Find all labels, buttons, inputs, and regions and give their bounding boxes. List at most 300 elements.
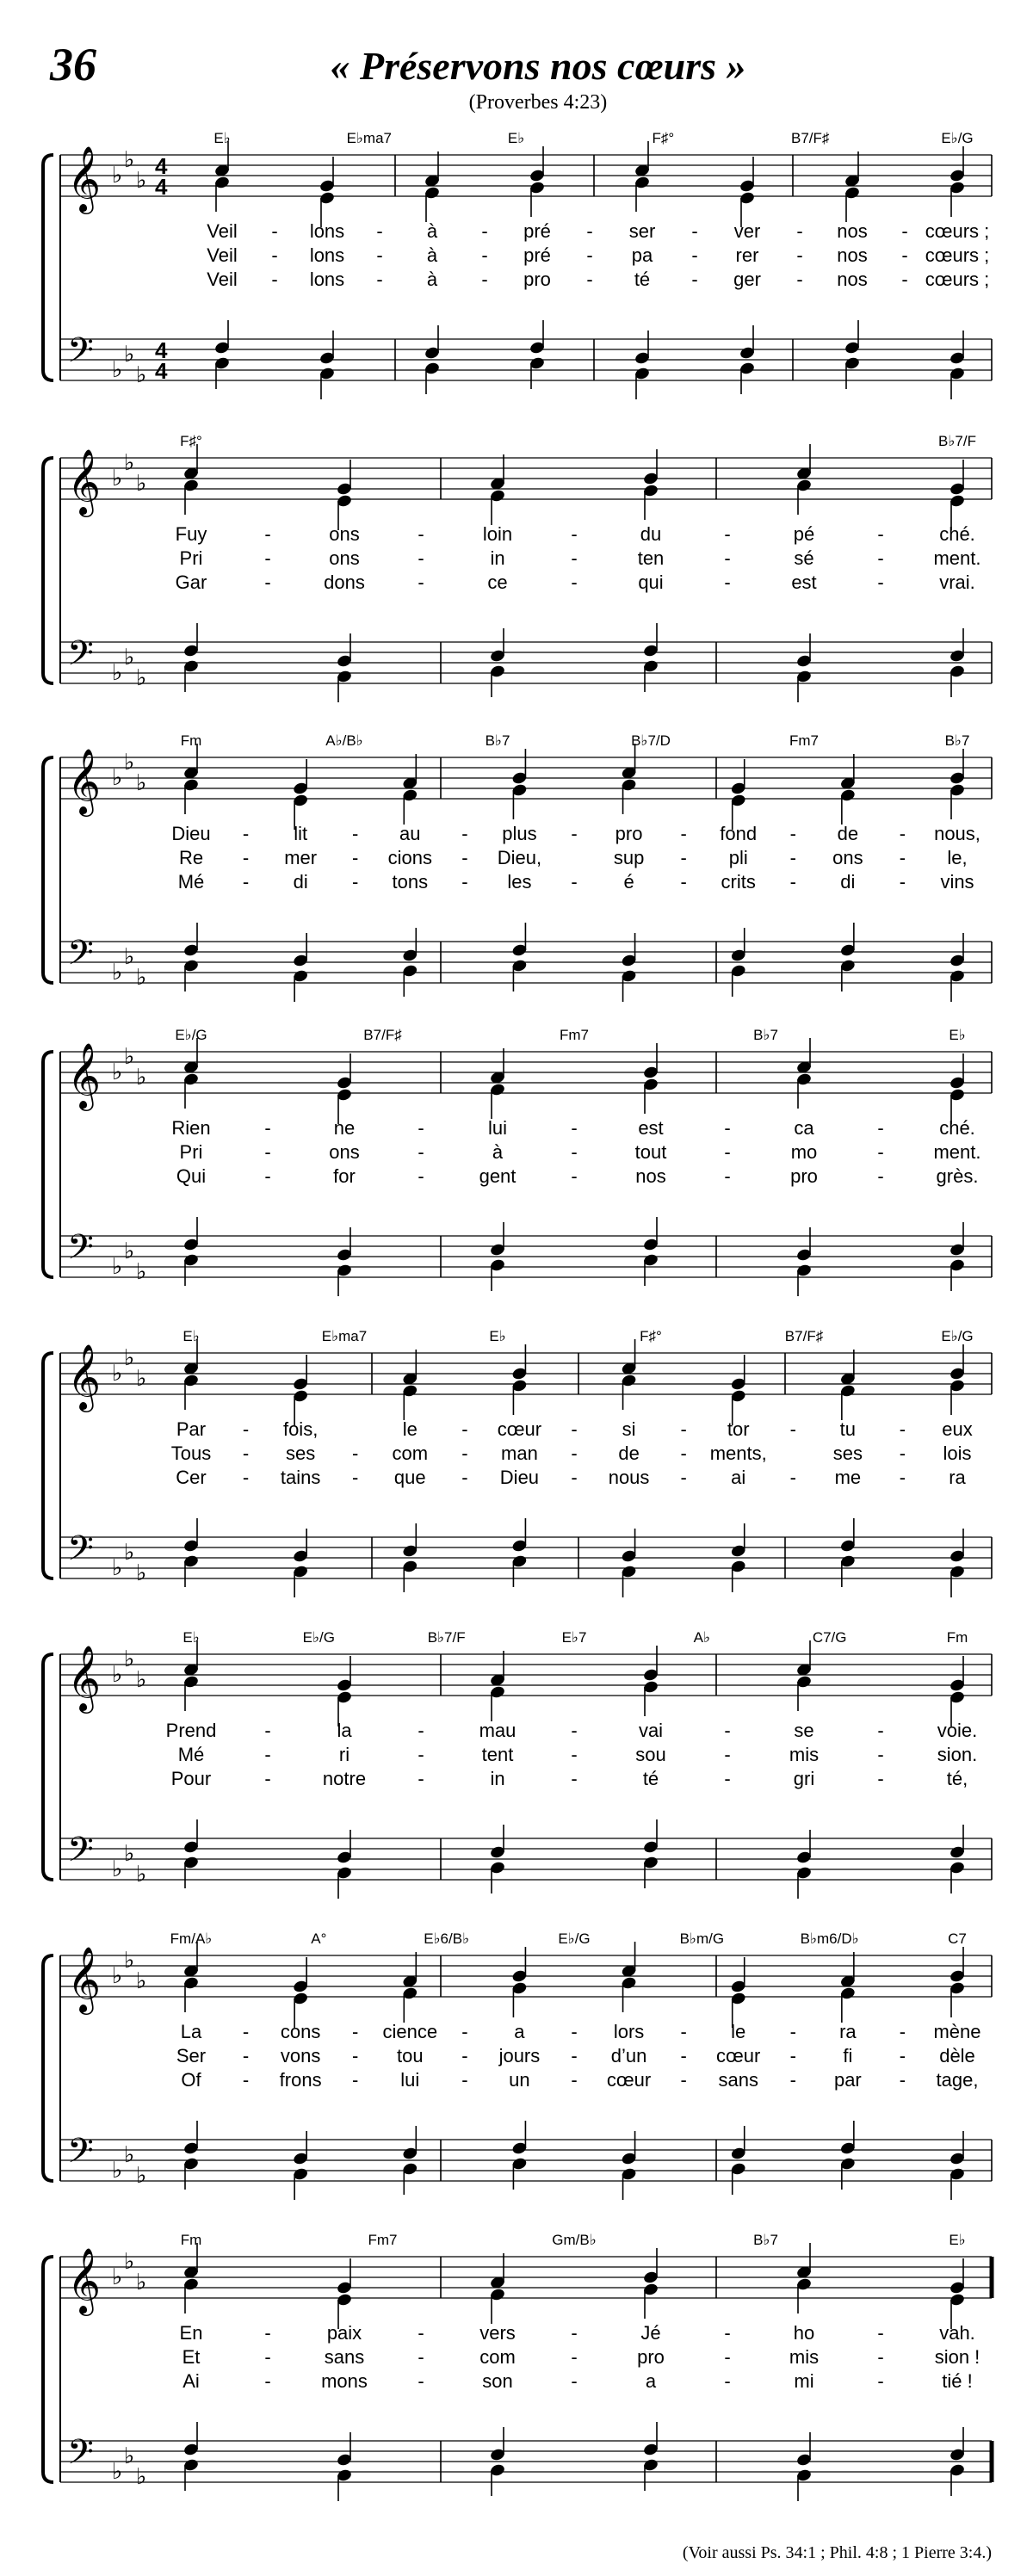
lyric-syllable: té,: [946, 1768, 968, 1789]
lyric-syllable: tou: [396, 2045, 424, 2066]
chord-symbol: A°: [311, 1930, 327, 1947]
lyric-hyphen: -: [571, 1442, 578, 1464]
lyric-hyphen: -: [789, 2069, 796, 2091]
lyric-syllable: ments,: [709, 1442, 767, 1464]
lyric-syllable: Dieu,: [497, 847, 542, 868]
lyric-hyphen: -: [789, 1467, 796, 1488]
lyric-syllable: à: [492, 1141, 504, 1163]
lyric-syllable: jours: [498, 2045, 541, 2066]
chord-symbol: E♭/G: [941, 1328, 974, 1344]
lyric-syllable: lit: [294, 823, 308, 844]
time-signature-treble: 4: [155, 153, 168, 179]
key-flat-icon: ♭: [112, 1962, 123, 1988]
chord-symbol: Fm/A♭: [170, 1930, 213, 1947]
lyric-syllable: tor: [727, 1418, 750, 1440]
lyric-hyphen: -: [724, 547, 731, 569]
lyric-syllable: ten: [637, 547, 665, 569]
lyric-syllable: ser: [628, 220, 656, 242]
time-signature-bass: 4: [155, 358, 168, 384]
lyric-syllable: Ser: [176, 2045, 207, 2066]
lyric-syllable: di: [293, 871, 308, 893]
lyric-hyphen: -: [461, 2069, 468, 2091]
lyric-hyphen: -: [481, 220, 488, 242]
lyric-syllable: rer: [735, 244, 759, 266]
lyric-syllable: tié !: [942, 2370, 973, 2392]
treble-clef-icon: 𝄞: [67, 146, 102, 210]
lyric-syllable: Jé: [640, 2322, 661, 2344]
lyric-syllable: au: [399, 823, 421, 844]
lyric-syllable: sou: [635, 1744, 666, 1765]
lyric-syllable: lons: [309, 244, 345, 266]
lyric-hyphen: -: [264, 1141, 271, 1163]
lyric-hyphen: -: [724, 1720, 731, 1741]
lyric-syllable: vons: [280, 2045, 321, 2066]
chord-symbol: B♭7: [753, 1027, 778, 1043]
key-flat-icon: ♭: [124, 1646, 135, 1671]
key-flat-icon: ♭: [136, 1365, 147, 1391]
lyric-syllable: in: [490, 547, 505, 569]
chord-symbol: E♭ma7: [346, 130, 393, 146]
lyric-syllable: Et: [182, 2346, 201, 2368]
lyric-hyphen: -: [271, 220, 278, 242]
lyric-syllable: sion.: [937, 1744, 978, 1765]
system-bracket: [43, 155, 53, 380]
lyric-hyphen: -: [264, 523, 271, 545]
lyric-hyphen: -: [586, 220, 593, 242]
lyric-syllable: dons: [324, 571, 365, 593]
lyric-hyphen: -: [571, 823, 578, 844]
lyric-hyphen: -: [571, 2021, 578, 2042]
key-flat-icon: ♭: [124, 2141, 135, 2167]
lyric-syllable: lui: [487, 1117, 508, 1139]
chord-symbol: E♭: [182, 1629, 200, 1646]
lyric-hyphen: -: [691, 269, 698, 290]
key-flat-icon: ♭: [136, 2269, 147, 2295]
lyric-hyphen: -: [680, 1442, 687, 1464]
lyric-syllable: tons: [392, 871, 429, 893]
lyric-hyphen: -: [789, 1418, 796, 1440]
lyric-hyphen: -: [691, 244, 698, 266]
lyric-syllable: En: [179, 2322, 203, 2344]
lyric-syllable: té: [634, 269, 651, 290]
lyric-hyphen: -: [461, 1418, 468, 1440]
lyric-syllable: ca: [794, 1117, 814, 1139]
lyric-syllable: ché.: [939, 523, 975, 545]
key-flat-icon: ♭: [136, 361, 147, 387]
system-bracket: [43, 1052, 53, 1277]
lyric-syllable: mis: [789, 2346, 820, 2368]
bass-clef-icon: 𝄢: [67, 935, 94, 980]
key-flat-icon: ♭: [136, 1968, 147, 1993]
chord-symbol: B♭7: [944, 732, 970, 749]
lyric-hyphen: -: [899, 1442, 906, 1464]
lyric-hyphen: -: [418, 1720, 424, 1741]
key-flat-icon: ♭: [136, 470, 147, 496]
lyric-hyphen: -: [796, 220, 803, 242]
lyric-syllable: nos: [837, 220, 868, 242]
key-flat-icon: ♭: [124, 1840, 135, 1866]
lyric-syllable: à: [426, 220, 438, 242]
lyric-syllable: se: [794, 1720, 814, 1741]
lyric-syllable: sans: [324, 2346, 365, 2368]
lyric-syllable: ra: [949, 1467, 966, 1488]
lyric-hyphen: -: [571, 871, 578, 893]
lyric-hyphen: -: [242, 847, 250, 868]
lyric-syllable: que: [393, 1467, 426, 1488]
lyric-syllable: de: [837, 823, 859, 844]
treble-clef-icon: 𝄞: [67, 2248, 102, 2312]
lyric-hyphen: -: [418, 523, 424, 545]
lyric-hyphen: -: [680, 823, 687, 844]
music-system: [0, 730, 1033, 1022]
lyric-hyphen: -: [691, 220, 698, 242]
lyric-syllable: paix: [326, 2322, 362, 2344]
lyric-syllable: qui: [638, 571, 664, 593]
lyric-hyphen: -: [352, 871, 359, 893]
key-flat-icon: ♭: [136, 769, 147, 795]
lyric-hyphen: -: [418, 1141, 424, 1163]
lyric-syllable: eux: [942, 1418, 973, 1440]
lyric-hyphen: -: [242, 1418, 250, 1440]
lyric-hyphen: -: [264, 571, 271, 593]
lyric-syllable: me: [834, 1467, 862, 1488]
chord-symbol: E♭: [949, 1027, 966, 1043]
lyric-syllable: ri: [338, 1744, 350, 1765]
lyric-syllable: nos: [635, 1165, 666, 1187]
lyric-syllable: cœurs ;: [925, 269, 990, 290]
lyric-syllable: pro: [615, 823, 643, 844]
lyric-syllable: lois: [943, 1442, 972, 1464]
lyric-hyphen: -: [680, 2069, 687, 2091]
lyric-syllable: ra: [839, 2021, 857, 2042]
lyric-hyphen: -: [571, 571, 578, 593]
lyric-hyphen: -: [877, 571, 884, 593]
lyric-hyphen: -: [352, 847, 359, 868]
lyric-syllable: le: [402, 1418, 418, 1440]
lyric-syllable: tage,: [936, 2069, 979, 2091]
lyric-syllable: ses: [832, 1442, 863, 1464]
lyric-syllable: ons: [329, 1141, 360, 1163]
lyric-hyphen: -: [899, 847, 906, 868]
lyric-syllable: mène: [933, 2021, 981, 2042]
chord-symbol: B♭m6/D♭: [800, 1930, 859, 1947]
lyric-syllable: man: [501, 1442, 538, 1464]
lyric-syllable: fond: [720, 823, 758, 844]
lyric-syllable: Prend: [165, 1720, 217, 1741]
lyric-syllable: sans: [718, 2069, 758, 2091]
chord-symbol: A♭/B♭: [325, 732, 363, 749]
hymn-number: 36: [50, 39, 96, 90]
lyric-hyphen: -: [461, 1467, 468, 1488]
chord-symbol: A♭: [693, 1629, 711, 1646]
lyric-syllable: grès.: [936, 1165, 979, 1187]
lyric-hyphen: -: [461, 2045, 468, 2066]
key-flat-icon: ♭: [136, 1258, 147, 1284]
lyric-syllable: cons: [280, 2021, 321, 2042]
lyric-syllable: loin: [482, 523, 513, 545]
key-flat-icon: ♭: [112, 2157, 123, 2183]
lyric-syllable: plus: [502, 823, 537, 844]
lyric-hyphen: -: [418, 2370, 424, 2392]
lyric-hyphen: -: [877, 1141, 884, 1163]
lyric-hyphen: -: [571, 1467, 578, 1488]
lyric-hyphen: -: [571, 1141, 578, 1163]
bass-clef-icon: 𝄢: [67, 1229, 94, 1275]
key-flat-icon: ♭: [112, 1554, 123, 1580]
lyric-syllable: in: [490, 1768, 505, 1789]
lyric-hyphen: -: [376, 244, 383, 266]
lyric-hyphen: -: [680, 871, 687, 893]
lyric-syllable: mis: [789, 1744, 820, 1765]
lyric-hyphen: -: [899, 1467, 906, 1488]
lyric-syllable: lons: [309, 269, 345, 290]
lyric-hyphen: -: [586, 244, 593, 266]
music-system: [0, 430, 1033, 723]
lyric-syllable: Of: [181, 2069, 201, 2091]
lyric-hyphen: -: [724, 1744, 731, 1765]
lyric-hyphen: -: [724, 1768, 731, 1789]
lyric-hyphen: -: [789, 847, 796, 868]
lyric-syllable: fi: [843, 2045, 853, 2066]
lyric-syllable: mons: [321, 2370, 368, 2392]
lyric-hyphen: -: [901, 244, 908, 266]
chord-symbol: Fm7: [560, 1027, 589, 1043]
lyric-syllable: est: [791, 571, 817, 593]
lyric-syllable: cience: [382, 2021, 438, 2042]
chord-symbol: E♭/G: [941, 130, 974, 146]
lyric-syllable: sé: [794, 547, 814, 569]
lyric-hyphen: -: [264, 2346, 271, 2368]
lyric-hyphen: -: [571, 2045, 578, 2066]
lyric-hyphen: -: [418, 1768, 424, 1789]
lyric-syllable: pli: [728, 847, 748, 868]
lyric-syllable: nos: [837, 269, 868, 290]
lyric-hyphen: -: [680, 1467, 687, 1488]
lyric-hyphen: -: [899, 2069, 906, 2091]
bass-clef-icon: 𝄢: [67, 2434, 94, 2480]
key-flat-icon: ♭: [112, 465, 123, 491]
lyric-syllable: vai: [638, 1720, 664, 1741]
lyric-syllable: ché.: [939, 1117, 975, 1139]
scripture-reference: (Proverbes 4:23): [468, 91, 608, 114]
lyric-syllable: Re: [178, 847, 204, 868]
lyric-hyphen: -: [680, 2045, 687, 2066]
lyric-syllable: à: [426, 244, 438, 266]
lyric-hyphen: -: [724, 2370, 731, 2392]
lyric-syllable: Dieu: [171, 823, 211, 844]
music-system: [0, 127, 1033, 420]
lyric-hyphen: -: [571, 1744, 578, 1765]
treble-clef-icon: 𝄞: [67, 1947, 102, 2011]
chord-symbol: E♭/G: [175, 1027, 207, 1043]
chord-symbol: E♭6/B♭: [424, 1930, 470, 1947]
chord-symbol: E♭: [949, 2232, 966, 2248]
lyric-syllable: le: [731, 2021, 746, 2042]
lyric-hyphen: -: [877, 2346, 884, 2368]
lyric-hyphen: -: [571, 2346, 578, 2368]
lyric-hyphen: -: [571, 547, 578, 569]
lyric-syllable: par: [833, 2069, 862, 2091]
system-bracket: [43, 2257, 53, 2482]
chord-symbol: Fm: [180, 2232, 202, 2248]
lyric-syllable: pré: [523, 244, 551, 266]
lyric-hyphen: -: [724, 1141, 731, 1163]
chord-symbol: B♭7/D: [631, 732, 671, 749]
lyric-hyphen: -: [571, 523, 578, 545]
lyric-hyphen: -: [877, 547, 884, 569]
chord-symbol: F♯°: [652, 130, 675, 146]
chord-symbol: E♭/G: [302, 1629, 335, 1646]
lyric-syllable: du: [640, 523, 662, 545]
lyric-hyphen: -: [352, 1442, 359, 1464]
lyric-syllable: Pri: [179, 547, 203, 569]
lyric-syllable: ver: [733, 220, 761, 242]
chord-symbol: C7/G: [812, 1629, 847, 1646]
lyric-hyphen: -: [899, 823, 906, 844]
lyric-syllable: cœurs ;: [925, 220, 990, 242]
lyric-hyphen: -: [242, 823, 250, 844]
lyric-hyphen: -: [264, 1720, 271, 1741]
lyric-hyphen: -: [571, 2069, 578, 2091]
lyric-syllable: mer: [284, 847, 318, 868]
system-bracket: [43, 458, 53, 683]
key-flat-icon: ♭: [124, 1539, 135, 1565]
lyric-syllable: Par: [176, 1418, 207, 1440]
lyric-syllable: pa: [631, 244, 653, 266]
lyric-syllable: d’un: [610, 2045, 647, 2066]
lyric-syllable: Tous: [170, 1442, 212, 1464]
lyric-syllable: lui: [400, 2069, 420, 2091]
key-flat-icon: ♭: [124, 1238, 135, 1263]
system-bracket: [43, 1654, 53, 1880]
lyric-syllable: Pri: [179, 1141, 203, 1163]
key-flat-icon: ♭: [112, 356, 123, 382]
lyric-syllable: Ai: [182, 2370, 200, 2392]
lyric-syllable: Rien: [171, 1117, 211, 1139]
lyric-syllable: cœur: [716, 2045, 761, 2066]
lyric-syllable: com: [479, 2346, 516, 2368]
lyric-syllable: mau: [479, 1720, 516, 1741]
chord-symbol: B♭7/F: [427, 1629, 466, 1646]
lyric-hyphen: -: [264, 547, 271, 569]
lyric-hyphen: -: [461, 823, 468, 844]
chord-symbol: B7/F♯: [790, 130, 830, 146]
lyric-syllable: pé: [793, 523, 815, 545]
chord-symbol: B7/F♯: [363, 1027, 402, 1043]
chord-symbol: E♭: [182, 1328, 200, 1344]
lyric-syllable: cions: [387, 847, 432, 868]
key-flat-icon: ♭: [136, 964, 147, 990]
lyric-syllable: ment.: [933, 1141, 981, 1163]
lyric-hyphen: -: [461, 2021, 468, 2042]
lyric-hyphen: -: [242, 2021, 250, 2042]
key-flat-icon: ♭: [112, 659, 123, 685]
lyric-syllable: tains: [280, 1467, 321, 1488]
lyric-syllable: son: [482, 2370, 513, 2392]
key-flat-icon: ♭: [136, 1064, 147, 1090]
key-flat-icon: ♭: [136, 167, 147, 193]
lyric-syllable: le,: [947, 847, 968, 868]
lyric-hyphen: -: [418, 1165, 424, 1187]
lyric-hyphen: -: [352, 823, 359, 844]
lyric-hyphen: -: [418, 571, 424, 593]
lyric-hyphen: -: [376, 220, 383, 242]
lyric-hyphen: -: [264, 1117, 271, 1139]
lyric-hyphen: -: [877, 2322, 884, 2344]
lyric-hyphen: -: [796, 269, 803, 290]
key-flat-icon: ♭: [124, 449, 135, 475]
chord-symbol: B7/F♯: [784, 1328, 824, 1344]
key-flat-icon: ♭: [124, 2443, 135, 2468]
lyric-syllable: si: [622, 1418, 636, 1440]
lyric-hyphen: -: [242, 1442, 250, 1464]
key-flat-icon: ♭: [136, 2463, 147, 2489]
chord-symbol: Fm7: [368, 2232, 398, 2248]
key-flat-icon: ♭: [136, 664, 147, 690]
lyric-syllable: nos: [837, 244, 868, 266]
lyric-syllable: Gar: [175, 571, 207, 593]
bass-clef-icon: 𝄢: [67, 1530, 94, 1576]
chord-symbol: C7: [948, 1930, 967, 1947]
lyric-syllable: la: [337, 1720, 352, 1741]
music-system: [0, 1325, 1033, 1618]
lyric-syllable: pro: [790, 1165, 818, 1187]
lyric-hyphen: -: [899, 871, 906, 893]
lyric-hyphen: -: [901, 269, 908, 290]
lyric-hyphen: -: [680, 847, 687, 868]
lyric-hyphen: -: [264, 1744, 271, 1765]
lyric-hyphen: -: [264, 2370, 271, 2392]
lyric-hyphen: -: [901, 220, 908, 242]
lyric-hyphen: -: [724, 1165, 731, 1187]
lyric-syllable: sion !: [934, 2346, 980, 2368]
lyric-syllable: fois,: [282, 1418, 319, 1440]
music-system: [0, 1024, 1033, 1317]
lyric-hyphen: -: [418, 2346, 424, 2368]
chord-symbol: E♭ma7: [321, 1328, 368, 1344]
key-flat-icon: ♭: [112, 959, 123, 985]
lyric-syllable: Veil: [207, 269, 238, 290]
lyric-syllable: Mé: [177, 1744, 205, 1765]
lyric-hyphen: -: [724, 2322, 731, 2344]
lyric-hyphen: -: [352, 2021, 359, 2042]
lyric-hyphen: -: [724, 1117, 731, 1139]
lyric-hyphen: -: [481, 269, 488, 290]
music-system: [0, 1627, 1033, 1919]
hymn-title: « Préservons nos cœurs »: [330, 44, 746, 88]
lyric-syllable: Cer: [176, 1467, 207, 1488]
chord-symbol: B♭m/G: [679, 1930, 725, 1947]
lyric-syllable: Fuy: [175, 523, 207, 545]
treble-clef-icon: 𝄞: [67, 1344, 102, 1408]
system-bracket: [43, 1353, 53, 1578]
chord-symbol: E♭/G: [558, 1930, 591, 1947]
lyric-hyphen: -: [789, 2021, 796, 2042]
lyric-hyphen: -: [877, 1117, 884, 1139]
bass-clef-icon: 𝄢: [67, 635, 94, 681]
lyric-syllable: crits: [721, 871, 756, 893]
key-flat-icon: ♭: [124, 1344, 135, 1370]
chord-symbol: B♭7: [753, 2232, 778, 2248]
lyric-hyphen: -: [789, 871, 796, 893]
lyric-syllable: ons: [329, 547, 360, 569]
treble-clef-icon: 𝄞: [67, 1646, 102, 1709]
lyric-syllable: cœurs ;: [925, 244, 990, 266]
lyric-hyphen: -: [877, 523, 884, 545]
lyric-syllable: pro: [523, 269, 551, 290]
lyric-syllable: vers: [479, 2322, 516, 2344]
chord-symbol: E♭7: [561, 1629, 587, 1646]
